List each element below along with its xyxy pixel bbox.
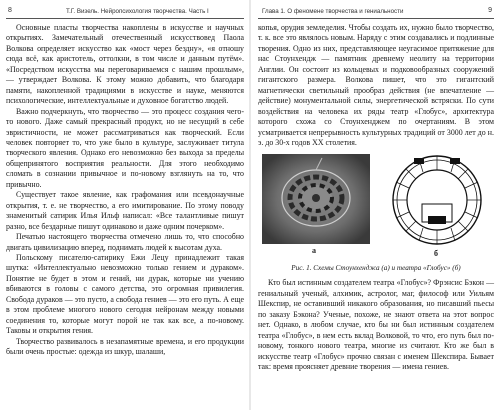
page-number: 8 xyxy=(8,7,12,14)
figure xyxy=(258,152,494,262)
paragraph: Существует такое явление, как графомания или псевдонаучные открытия, т. е. не творчество, а его имитирование. По этому поводу знаменитый сатирик Илья Ильф написал: «Все талантливые пишут разно, все бездарные пишут одинаково и даже одним почерком». xyxy=(6,190,244,231)
right-page-body xyxy=(258,23,494,373)
paragraph: Печатью настоящего творчества отмечено лишь то, что способно двигать цивилизацию вперед, поднимать людей к высотам духа. xyxy=(6,232,244,252)
page-number: 9 xyxy=(488,7,492,14)
globe-theatre-plan xyxy=(378,152,496,248)
stonehenge-photo xyxy=(262,154,370,244)
left-page-header xyxy=(6,6,244,19)
book-gutter xyxy=(249,0,251,410)
figure-caption: Рис. 1. Схемы Стоунхенджа (а) и театра «Глобус» (б) xyxy=(291,264,461,273)
right-page xyxy=(252,0,500,410)
paragraph: Основные пласты творчества накоплены в искусстве и научных открытиях. Замечательный отечественный искусствовед Паола Волкова определяет искусство как «мост через бездну», «я отношу сюда всё, как аристотель, оттолкни, в том числе и данным путём». «Посредством искусства мы переговариваемся с нашим прошлым», — утверждает Волкова. К этому можно добавить, что благодаря памяти, накопленной традициями в искусстве и науке, меняются психологические, интеллектуальные и духовное богатство людей. xyxy=(6,23,244,106)
figure-label-b: б xyxy=(434,249,438,259)
paragraph: копья, орудия земледелия. Чтобы создать их, нужно было творчество, т. к. все это являлось новым. Наряду с этим создавались и подлинные творения. Одно из них, представляющее неугасимое притяжение для нас Стоунхендж — памятник древнему неолиту на территории Англии. Он состоит из кольцевых и подковообразных сооружений гигантского размера. Волкова пишет, что это гигантский магнетически светильный прообраз действия (не впечатление — действие) монументальной силы, энергетической встряски. По сути воздействия на человека их ряды театр «Глобус», архитектура которого схожа со Стоунхенджем по очертаниям. В этом усматривается непрерывность культурных традиций от 3000 лет до н. э. до 30-х годов XX столетия. xyxy=(258,23,494,147)
running-title: Глава 1. О феномене творчества и гениальности xyxy=(262,7,404,15)
left-page-body xyxy=(6,23,244,358)
right-page-header xyxy=(258,6,494,19)
figure-label-a: а xyxy=(312,246,316,256)
paragraph: Кто был истинным создателем театра «Глобус»? Фрэнсис Бэкон — гениальный ученый, алхимик, астролог, маг, философ или Уильям Шекспир, не оставивший никакого образования, но писавший пьесы по заказу Бэкона? Ученые, похоже, не знают ответа на этот вопрос нет. Однако, в любом случае, кто бы ни был истинным создателем театра «Глобус», в нем есть вклад Волковой, то что, его путь был по-новому, тонкого нового театра, многие из считают. Кто же был в искусстве театр «Глобус» прочно связан с именем Шекспира. Бывает так: время проясняет древние творения — имена гениев. xyxy=(258,278,494,372)
paragraph: Польскому писателю-сатирику Ежи Лецу принадлежит такая шутка: «Интеллектуально невозможно только гением и дураком». Понятие не будет в этом и гений, ни дурак, которые ни учению вбиваются в головы с самого детства, это огромная привилегия. Свобода дураков — это пусто, а свобода гениев — это его путь. А еще в этом проблеме многого нового сегодня нейронам между новыми соединения то, которые могут порой не так как все, а по-новому. Таковы и открытия гения. xyxy=(6,252,244,336)
left-page xyxy=(0,0,248,410)
running-title: Т.Г. Визель. Нейропсихология творчества. Часть I xyxy=(66,7,209,15)
paragraph: Важно подчеркнуть, что творчество — это процесс создания чего-то нового. Даже самый прекрасный продукт, но не несущий в себе эвристичности, не может рассматриваться как творческий. Если человек повторяет то, что уже было в культуре, заслуживает титула творческого явления. Однако его невозможно без выхода за пределы общепринятого восприятия реальности. Для этого необходимо сломать в сознании привычное и по-новому взглянуть на то, что привычно. xyxy=(6,106,244,189)
paragraph: Творчество развивалось в незапамятные времена, и его продукции были очень простые: одежда из шкур, шалаши, xyxy=(6,336,244,357)
